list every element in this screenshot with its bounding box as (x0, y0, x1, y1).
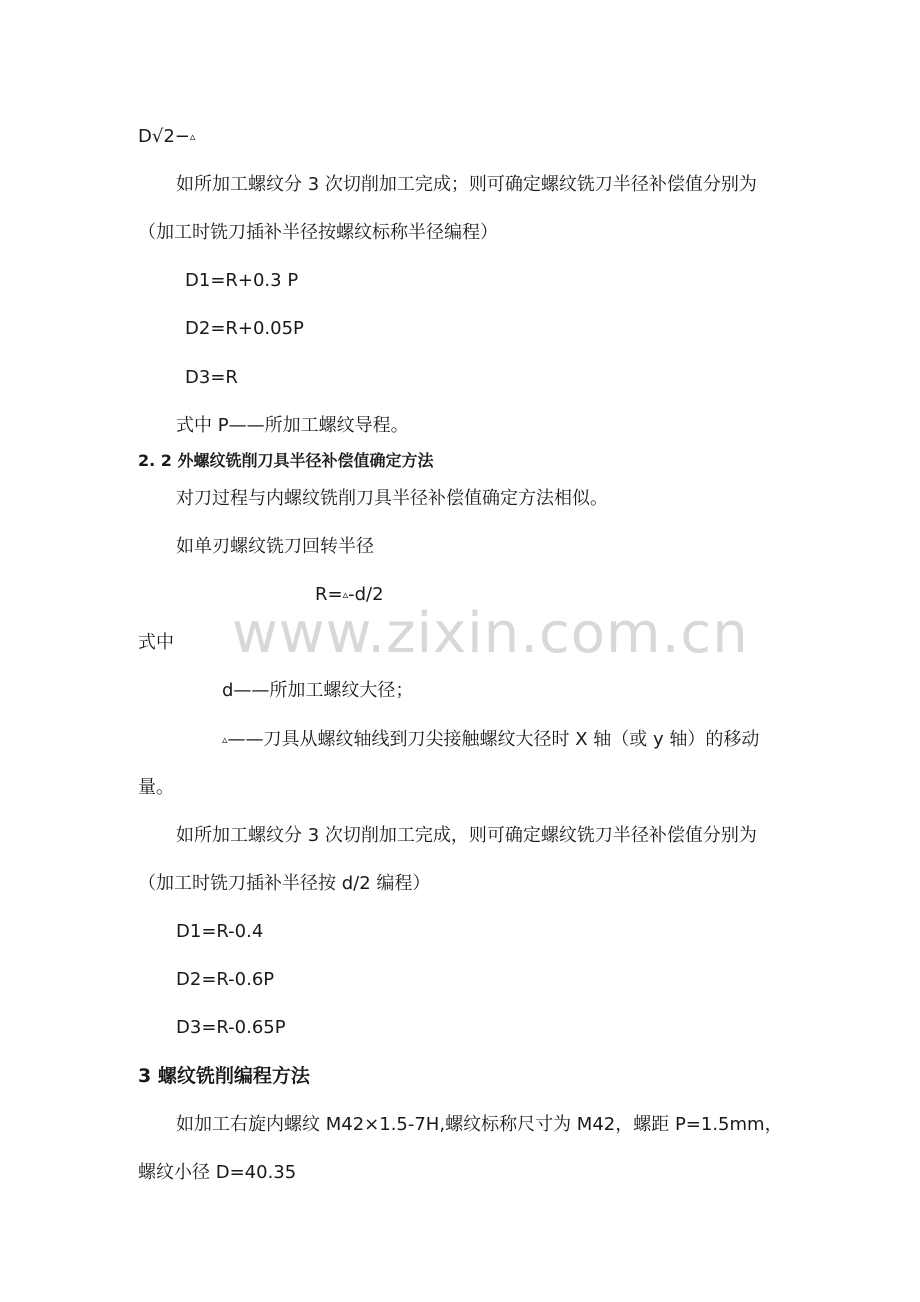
paragraph-line: 如单刃螺纹铣刀回转半径 (176, 536, 374, 557)
formula-d2: D2=R+0.05P (185, 318, 304, 339)
formula-d3: D3=R-0.65P (176, 1017, 286, 1038)
paragraph-line: 量。 (138, 777, 174, 798)
paragraph-line: （加工时铣刀插补半径按 d/2 编程） (138, 873, 431, 894)
definition-line: d——所加工螺纹大径； (222, 680, 414, 701)
section-heading-2-2: 2. 2 外螺纹铣削刀具半径补偿值确定方法 (138, 451, 434, 470)
definition-line (222, 731, 759, 749)
definition-text: ——刀具从螺纹轴线到刀尖接触螺纹大径时 X 轴（或 y 轴）的移动 (227, 729, 760, 750)
paragraph-line: 螺纹小径 D=40.35 (138, 1162, 297, 1183)
paragraph-line: 式中 (138, 632, 174, 653)
paragraph-line: 如所加工螺纹分 3 次切削加工完成；则可确定螺纹铣刀半径补偿值分别为 (176, 174, 757, 195)
watermark: www.zixin.com.cn (232, 601, 749, 666)
section-heading-3: 3 螺纹铣削编程方法 (138, 1065, 310, 1087)
paragraph-line: （加工时铣刀插补半径按螺纹标称半径编程） (138, 222, 498, 243)
formula-d3: D3=R (185, 367, 238, 388)
formula-d1: D1=R-0.4 (176, 921, 264, 942)
paragraph-line: 对刀过程与内螺纹铣削刀具半径补偿值确定方法相似。 (176, 488, 608, 509)
paragraph-line: 式中 P——所加工螺纹导程。 (176, 415, 409, 436)
delta-symbol: ▵ (222, 733, 228, 746)
delta-symbol: ▵ (189, 130, 196, 143)
formula-text: -d/2 (348, 584, 384, 605)
formula-text: D√2− (138, 126, 190, 147)
formula-line (138, 128, 195, 146)
formula-text: R= (315, 584, 343, 605)
paragraph-line: 如所加工螺纹分 3 次切削加工完成，则可确定螺纹铣刀半径补偿值分别为 (176, 825, 757, 846)
formula-d2: D2=R-0.6P (176, 969, 275, 990)
formula-d1: D1=R+0.3 P (185, 270, 299, 291)
paragraph-line: 如加工右旋内螺纹 M42×1.5-7H,螺纹标称尺寸为 M42，螺距 P=1.5mm， (176, 1114, 783, 1135)
delta-symbol: ▵ (342, 588, 349, 601)
